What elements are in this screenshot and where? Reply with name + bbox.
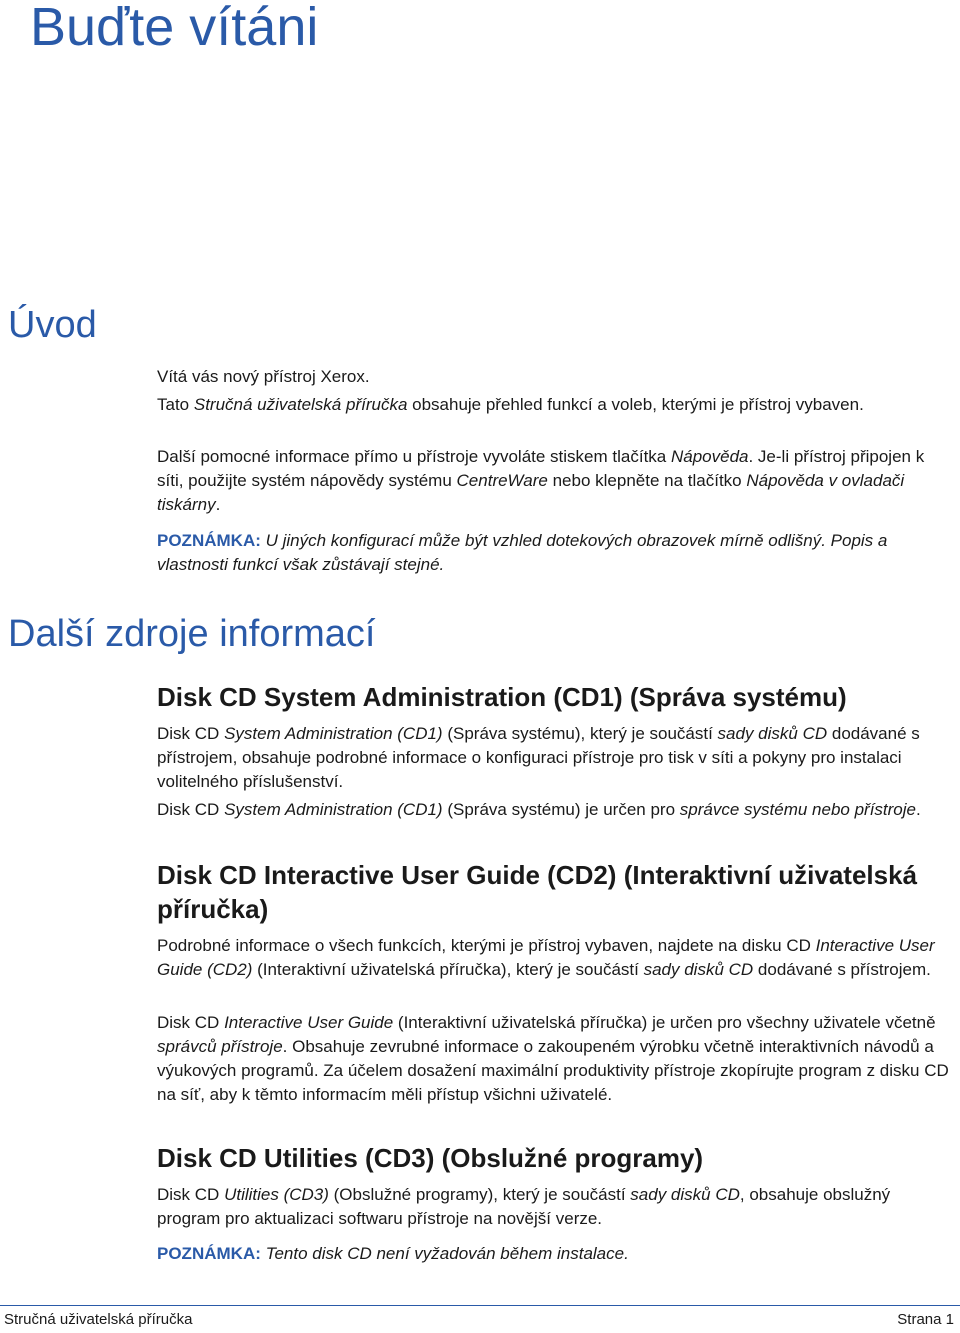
cd2-heading: Disk CD Interactive User Guide (CD2) (Interaktivní uživatelská příručka) — [157, 860, 918, 924]
cd1-paragraph-2: Disk CD System Administration (CD1) (Správa systému) je určen pro správce systému nebo přístroje. — [157, 800, 921, 819]
cd2-paragraph-1: Podrobné informace o všech funkcích, kterými je přístroj vybaven, najdete na disku CD Interactive User Guide (CD2) (Interaktivní uživatelská příručka), který je součástí sady disků CD dodávané s přístrojem. — [157, 936, 935, 979]
section-heading-uvod: Úvod — [8, 304, 97, 346]
section-heading-zdroje: Další zdroje informací — [8, 613, 376, 655]
cd3-paragraph-1: Disk CD Utilities (CD3) (Obslužné programy), který je součástí sady disků CD, obsahuje obslužný program pro aktualizaci softwaru přístroje na novější verze. — [157, 1185, 891, 1228]
cd2-paragraph-2: Disk CD Interactive User Guide (Interaktivní uživatelská příručka) je určen pro všechny uživatele včetně správců přístroje. Obsahuje zevrubné informace o zakoupeném výrobku včetně interaktivních návodů a výukových programů. Za účelem dosažení maximální produktivity přístroje zkopírujte program z disku CD na síť, aby k těmto informacím měli přístup všichni uživatelé. — [157, 1013, 949, 1104]
footer-rule — [0, 1305, 960, 1306]
intro-paragraph-2: Tato Stručná uživatelská příručka obsahuje přehled funkcí a voleb, kterými je přístroj vybaven. — [157, 395, 864, 414]
cd1-heading: Disk CD System Administration (CD1) (Správa systému) — [157, 682, 847, 712]
intro-note: POZNÁMKA: U jiných konfigurací může být vzhled dotekových obrazovek mírně odlišný. Popis a vlastnosti funkcí však zůstávají stejné. — [157, 531, 888, 574]
cd3-note: POZNÁMKA: Tento disk CD není vyžadován během instalace. — [157, 1244, 629, 1263]
footer-page-number: Strana 1 — [897, 1311, 954, 1328]
footer-doc-title: Stručná uživatelská příručka — [4, 1311, 193, 1328]
cd1-paragraph-1: Disk CD System Administration (CD1) (Správa systému), který je součástí sady disků CD dodávané s přístrojem, obsahuje podrobné informace o konfiguraci přístroje pro tisk v síti a pokyny pro instalaci volitelného příslušenství. — [157, 724, 920, 791]
cd3-heading: Disk CD Utilities (CD3) (Obslužné programy) — [157, 1143, 704, 1173]
intro-paragraph-1: Vítá vás nový přístroj Xerox. — [157, 367, 370, 386]
intro-paragraph-3: Další pomocné informace přímo u přístroje vyvoláte stiskem tlačítka Nápověda. Je-li přístroj připojen k síti, použijte systém nápovědy systému CentreWare nebo klepněte na tlačítko Nápověda v ovladači tiskárny. — [157, 447, 925, 514]
page-title: Buďte vítáni — [30, 0, 319, 57]
